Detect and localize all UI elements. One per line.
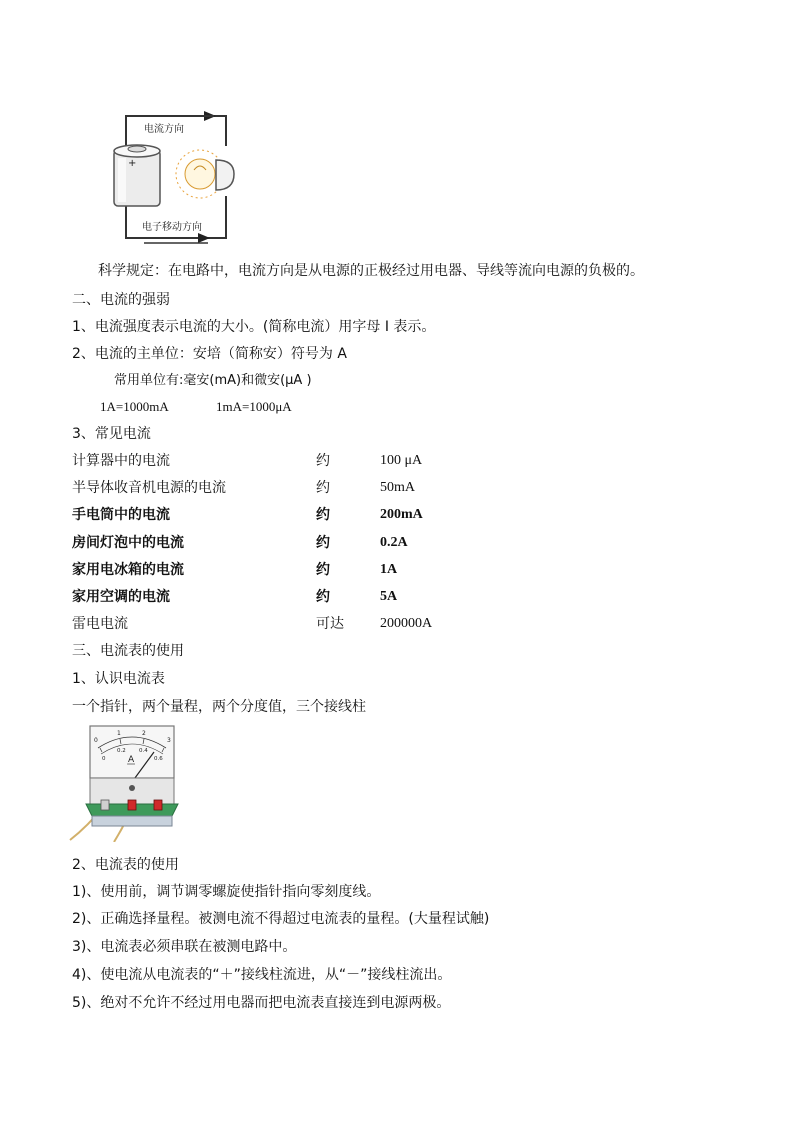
conversion-a-ma: 1A=1000mA [100, 399, 169, 414]
current-table-row [72, 506, 672, 524]
ammeter-scale-bottom-label: 0.2 [117, 748, 126, 754]
usage-rule: 1)、使用前，调节调零螺旋使指针指向零刻度线。 [72, 884, 381, 900]
ammeter-scale-bottom-label: 0 [102, 756, 106, 762]
current-relation: 约 [316, 507, 330, 523]
current-relation: 约 [316, 589, 330, 605]
ammeter-scale-bottom-label: 0.4 [139, 748, 148, 754]
section-2-item-3: 3、常见电流 [72, 426, 151, 442]
current-value: 1A [380, 562, 398, 577]
usage-rule: 5)、绝对不允许不经过用电器而把电流表直接连到电源两极。 [72, 995, 451, 1011]
current-relation: 可达 [316, 616, 344, 632]
section-3-sub-1: 1、认识电流表 [72, 671, 165, 687]
current-source-name: 计算器中的电流 [72, 453, 170, 469]
current-source-name: 半导体收音机电源的电流 [72, 480, 226, 496]
ammeter-scale-top-label: 3 [167, 737, 171, 744]
current-table-row [72, 615, 672, 633]
current-table-row [72, 588, 672, 606]
usage-rule: 4)、使电流从电流表的“＋”接线柱流进，从“－”接线柱流出。 [72, 967, 452, 983]
usage-rule: 2)、正确选择量程。被测电流不得超过电流表的量程。(大量程试触) [72, 911, 490, 927]
electron-direction-label: 电子移动方向 [142, 222, 202, 233]
current-source-name: 家用电冰箱的电流 [72, 562, 184, 578]
ammeter-scale-top-label: 2 [142, 730, 146, 737]
scientific-rule-paragraph: 科学规定：在电路中，电流方向是从电源的正极经过用电器、导线等流向电源的负极的。 [98, 263, 644, 279]
ammeter-description: 一个指针，两个量程，两个分度值，三个接线柱 [72, 699, 366, 715]
common-units-line: 常用单位有:毫安(mA)和微安(μA ) [114, 373, 312, 388]
circuit-figure [104, 106, 250, 248]
current-relation: 约 [316, 453, 330, 469]
ammeter-figure [68, 722, 186, 842]
current-value: 100 μA [380, 453, 423, 468]
current-value: 200mA [380, 507, 423, 522]
current-value: 200000A [380, 616, 433, 631]
current-source-name: 手电筒中的电流 [72, 507, 170, 523]
current-relation: 约 [316, 562, 330, 578]
ammeter-unit-label: A [128, 755, 135, 765]
section-2-heading: 二、电流的强弱 [72, 292, 170, 308]
section-3-sub-2: 2、电流表的使用 [72, 857, 179, 873]
ammeter-scale-top-label: 0 [94, 737, 98, 744]
current-table-row [72, 534, 672, 552]
current-source-name: 家用空调的电流 [72, 589, 170, 605]
section-2-item-2: 2、电流的主单位：安培（简称安）符号为 A [72, 346, 347, 362]
current-source-name: 雷电电流 [72, 616, 128, 632]
section-2-item-1: 1、电流强度表示电流的大小。(简称电流）用字母 I 表示。 [72, 319, 436, 335]
usage-rule: 3)、电流表必须串联在被测电路中。 [72, 939, 297, 955]
current-table-row [72, 561, 672, 579]
section-3-heading: 三、电流表的使用 [72, 643, 184, 659]
conversion-ma-ua: 1mA=1000μA [216, 399, 292, 414]
current-relation: 约 [316, 535, 330, 551]
current-source-name: 房间灯泡中的电流 [72, 535, 184, 551]
battery-plus-sign: + [128, 158, 137, 169]
current-direction-label: 电流方向 [144, 124, 184, 135]
current-value: 0.2A [380, 535, 408, 550]
current-table-row [72, 479, 672, 497]
ammeter-scale-top-label: 1 [117, 730, 121, 737]
current-value: 50mA [380, 480, 415, 495]
ammeter-scale-bottom-label: 0.6 [154, 756, 163, 762]
current-table-row [72, 452, 672, 470]
current-value: 5A [380, 589, 398, 604]
current-relation: 约 [316, 480, 330, 496]
